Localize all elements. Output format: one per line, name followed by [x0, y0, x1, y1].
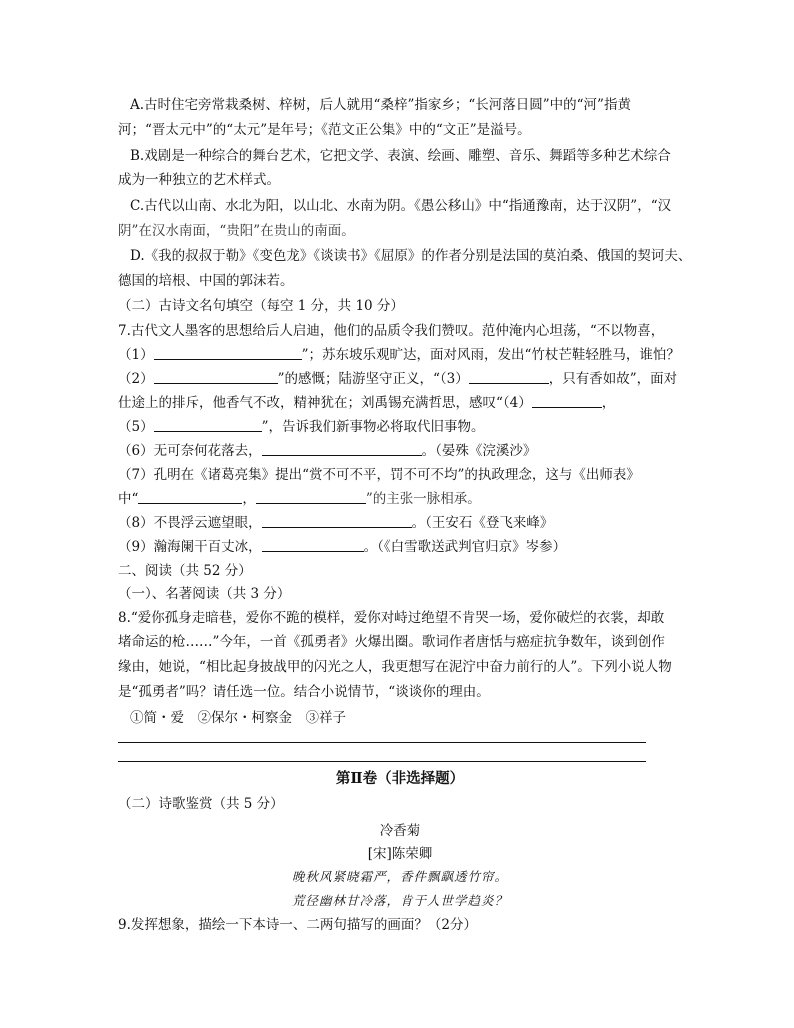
fill-line-7: （7）孔明在《诸葛亮集》提出“赏不可不平，罚不可不均”的执政理念，这与《出师表》 [118, 467, 640, 483]
fill-line-8 [118, 512, 690, 534]
volume-2-title: 第Ⅱ卷（非选择题） [335, 770, 465, 787]
fill-1-label: （1） [118, 347, 154, 363]
fill-4-text: 仕途上的排斥，他香气不改，精神犹在；刘禹锡充满哲思，感叹“（4） [118, 395, 532, 411]
section-classics-reading: （一）、名著阅读（共 3 分） [118, 586, 291, 602]
answer-line-2[interactable] [118, 761, 646, 762]
fill-1-text: ”；苏东坡乐观旷达，面对风雨，发出“竹杖芒鞋轻胜马，谁怕？ [301, 347, 680, 363]
poem-line-1: 晚秋风紧晓霜严，香件飘飖透竹帘。 [291, 869, 508, 884]
answer-blank-7a[interactable] [138, 488, 242, 504]
question-9: 9.发挥想象，描绘一下本诗一、二两句描写的画面？（2分） [118, 917, 477, 933]
fill-4-end: ， [601, 395, 616, 411]
fill-8-source: 。（王安石《登飞来峰》 [411, 515, 554, 531]
question-8-line-1: 8.“爱你孤身走暗巷，爱你不跪的模样，爱你对峙过绝望不肯哭一场，爱你破烂的衣裳，却敢 [118, 610, 665, 626]
section-poetry-appreciation: （二）诗歌鉴赏（共 5 分） [118, 796, 284, 812]
answer-blank-2[interactable] [154, 368, 278, 384]
option-a-line-2: 河；“晋太元中”的“太元”是年号；《范文正公集》中的“文正”是溢号。 [118, 122, 531, 138]
poem-line-2: 荒径幽林甘冷落，肯于人世学趋炎？ [291, 893, 508, 908]
option-d-line-1: D.《我的叔叔于勒》《变色龙》《谈读书》《屈原》的作者分别是法国的莫泊桑、俄国的契诃夫、 [130, 248, 692, 264]
fill-line-3 [118, 392, 690, 414]
fill-9-source: 。（《白雪歌送武判官归京》岑参） [363, 539, 567, 555]
fill-line-9 [118, 536, 690, 558]
question-8-line-4: 是“孤勇者”吗？请任选一位。结合小说情节，“谈谈你的理由。 [118, 684, 490, 700]
question-8-line-3: 缘由，她说，“相比起身披战甲的闪光之人，我更想写在泥泞中奋力前行的人”。下列小说人物 [118, 659, 672, 675]
fill-7-prefix: 中“ [118, 491, 139, 507]
question-8-choices: ①简・爱 ②保尔・柯察金 ③祥子 [130, 710, 346, 726]
option-d-line-2: 德国的培根、中国的郭沫若。 [118, 273, 294, 289]
poem-title: 冷香菊 [379, 823, 421, 839]
fill-6-text: （6）无可奈何花落去， [118, 443, 262, 459]
question-7: 7.古代文人墨客的思想给后人启迪，他们的品质令我们赞叹。范仲淹内心坦荡，“不以物喜， [118, 323, 665, 339]
answer-blank-1[interactable] [154, 344, 302, 360]
answer-blank-4[interactable] [532, 392, 602, 408]
section-poetry-fill: （二）古诗文名句填空（每空 1 分，共 10 分） [118, 298, 404, 314]
fill-9-text: （9）瀚海阑干百丈冰， [118, 539, 262, 555]
fill-2-text: ”的感慨；陆游坚守正义，“（3） [277, 371, 469, 387]
answer-blank-9[interactable] [262, 536, 364, 552]
fill-line-7b [118, 488, 690, 510]
answer-blank-5[interactable] [154, 416, 262, 432]
fill-6-source: 。（晏殊《浣溪沙》 [421, 443, 537, 459]
fill-5-text: ”，告诉我们新事物必将取代旧事物。 [261, 419, 485, 435]
fill-line-1 [118, 344, 690, 366]
fill-7-mid: ， [242, 491, 256, 507]
fill-8-text: （8）不畏浮云遮望眼， [118, 515, 262, 531]
answer-blank-3[interactable] [469, 368, 549, 384]
fill-5-label: （5） [118, 419, 154, 435]
option-b-line-1: B.戏剧是一种综合的舞台艺术，它把文学、表演、绘画、雕塑、音乐、舞蹈等多种艺术综合 [130, 148, 671, 164]
fill-7-suffix: ”的主张一脉相承。 [365, 491, 481, 507]
fill-line-4 [118, 416, 690, 438]
answer-blank-7b[interactable] [256, 488, 366, 504]
option-c-line-1: C.古代以山南、水北为阳，以山北、水南为阴。《愚公移山》中“指通豫南，达于汉阴”，“汉 [130, 198, 672, 214]
option-a-line-1: A.古时住宅旁常栽桑树、梓树，后人就用“桑梓”指家乡；“长河落日圆”中的“河”指黄 [130, 97, 631, 113]
fill-line-2 [118, 368, 690, 390]
option-b-line-2: 成为一种独立的艺术样式。 [118, 172, 280, 188]
option-c-line-2: 阴”在汉水南面，“贵阳”在贵山的南面。 [118, 223, 355, 239]
question-8-line-2: 堵命运的枪……”今年，一首《孤勇者》火爆出圈。歌词作者唐恬与癌症抗争数年，谈到创作 [118, 634, 665, 650]
fill-2-label: （2） [118, 371, 154, 387]
section-reading: 二、阅读（共 52 分） [118, 563, 252, 579]
fill-3-text: ，只有香如故”，面对 [548, 371, 678, 387]
answer-blank-6[interactable] [262, 440, 422, 456]
poem-author: [宋]陈荣卿 [367, 846, 433, 862]
fill-line-6 [118, 440, 690, 462]
answer-blank-8[interactable] [262, 512, 412, 528]
answer-line-1[interactable] [118, 742, 646, 743]
